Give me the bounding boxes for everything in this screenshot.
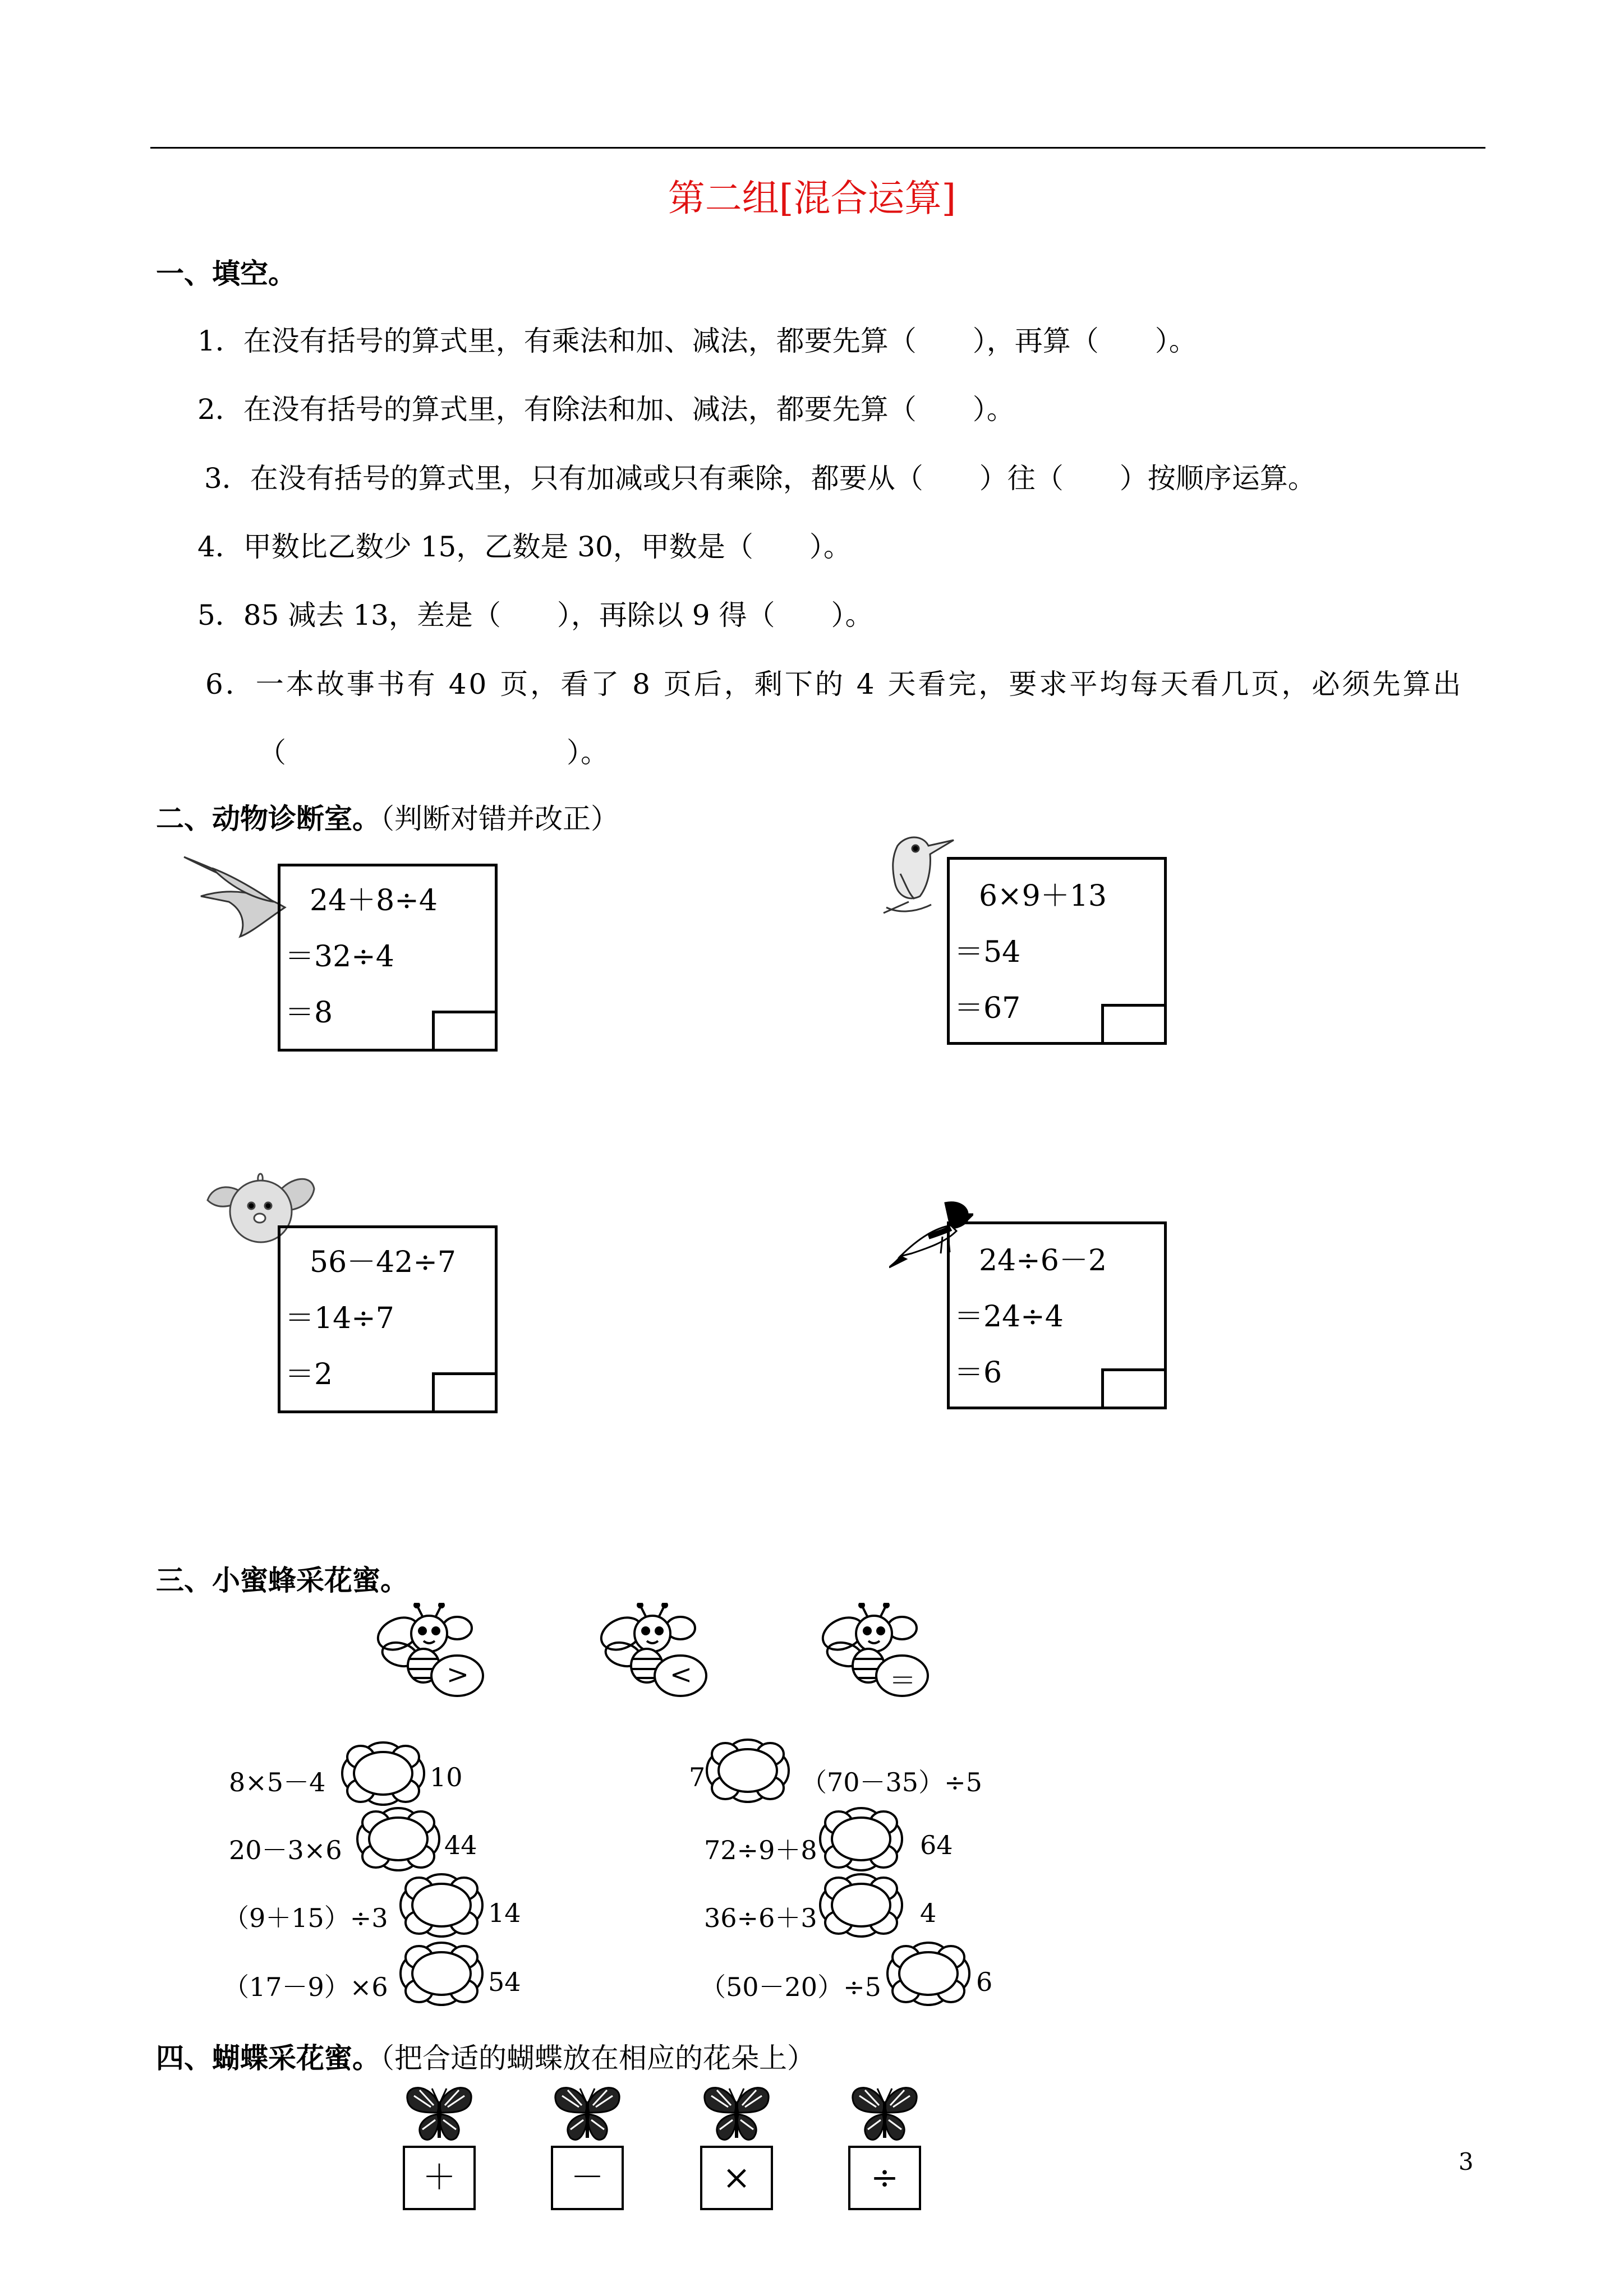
- question-4: 4．甲数比乙数少 15，乙数是 30，甲数是（ ）。: [197, 531, 852, 563]
- diagnosis-box-3: [278, 1225, 498, 1413]
- op-box-minus[interactable]: －: [551, 2146, 624, 2210]
- box2-answer-cell[interactable]: [1101, 1004, 1164, 1042]
- header-rule: [150, 147, 1485, 149]
- bee-less-symbol: <: [669, 1659, 693, 1690]
- bee-equal-symbol: ＝: [889, 1665, 916, 1696]
- box4-line2: ＝24÷4: [954, 1300, 1064, 1334]
- box2-line3: ＝67: [954, 992, 1021, 1025]
- question-6-blank: （ ）。: [258, 736, 609, 769]
- compare-right-2-b: 64: [920, 1830, 953, 1860]
- compare-right-1-a: 7: [689, 1762, 706, 1792]
- bee-greater-icon[interactable]: [373, 1603, 485, 1701]
- question-5: 5．85 减去 13，差是（ ），再除以 9 得（ ）。: [197, 599, 873, 631]
- section1-heading: 一、填空。: [156, 257, 296, 290]
- compare-right-1-b: （70－35）÷5: [801, 1767, 982, 1797]
- flower-right-4-icon[interactable]: [886, 1942, 970, 2006]
- bee-equal-icon[interactable]: [818, 1603, 930, 1701]
- compare-left-1-a: 8×5－4: [229, 1767, 326, 1797]
- diagnosis-box-2: [947, 857, 1167, 1045]
- section4-note: （把合适的蝴蝶放在相应的花朵上）: [380, 2042, 815, 2074]
- section3-heading: 三、小蜜蜂采花蜜。: [156, 1564, 408, 1597]
- compare-left-2-b: 44: [444, 1830, 477, 1860]
- compare-left-3-a: （9＋15）÷3: [223, 1903, 388, 1933]
- compare-right-4-a: （50－20）÷5: [700, 1972, 881, 2002]
- box4-line3: ＝6: [954, 1356, 1002, 1390]
- compare-left-4-b: 54: [488, 1967, 521, 1997]
- flower-left-2-icon[interactable]: [356, 1807, 440, 1871]
- diagnosis-box-4: [947, 1221, 1167, 1409]
- butterfly-plus-icon[interactable]: [403, 2082, 476, 2146]
- box2-line2: ＝54: [954, 935, 1021, 969]
- section2-title: 二、动物诊断室。: [156, 803, 380, 835]
- compare-left-2-a: 20－3×6: [229, 1835, 342, 1865]
- compare-left-1-b: 10: [430, 1762, 463, 1792]
- box1-line2: ＝32÷4: [285, 940, 394, 974]
- compare-right-4-b: 6: [976, 1967, 993, 1997]
- box4-answer-cell[interactable]: [1101, 1368, 1164, 1407]
- diagnosis-box-1: [278, 864, 498, 1052]
- question-2: 2．在没有括号的算式里，有除法和加、减法，都要先算（ ）。: [197, 393, 1015, 426]
- question-1: 1．在没有括号的算式里，有乘法和加、减法，都要先算（ ），再算（ ）。: [197, 325, 1197, 357]
- bee-greater-symbol: >: [446, 1659, 470, 1690]
- butterfly-minus-icon[interactable]: [551, 2082, 624, 2146]
- flower-right-1-icon[interactable]: [706, 1739, 790, 1803]
- flower-right-2-icon[interactable]: [819, 1807, 903, 1871]
- box3-line3: ＝2: [285, 1358, 333, 1391]
- flower-right-3-icon[interactable]: [819, 1873, 903, 1938]
- box3-answer-cell[interactable]: [432, 1372, 495, 1410]
- compare-left-4-a: （17－9）×6: [223, 1972, 388, 2002]
- box1-answer-cell[interactable]: [432, 1011, 495, 1049]
- box3-line1: 56－42÷7: [310, 1246, 456, 1279]
- section2-heading: [156, 796, 619, 837]
- flower-left-3-icon[interactable]: [399, 1873, 484, 1938]
- op-box-plus[interactable]: ＋: [403, 2146, 476, 2210]
- compare-left-3-b: 14: [488, 1898, 521, 1928]
- box4-line1: 24÷6－2: [979, 1244, 1107, 1278]
- question-6: 6．一本故事书有 40 页，看了 8 页后，剩下的 4 天看完，要求平均每天看几页，必须先算出: [205, 668, 1464, 700]
- box1-line3: ＝8: [285, 996, 333, 1030]
- flower-left-4-icon[interactable]: [399, 1942, 484, 2006]
- box3-line2: ＝14÷7: [285, 1302, 394, 1335]
- section4-title: 四、蝴蝶采花蜜。: [156, 2042, 380, 2074]
- section4-heading: [156, 2036, 815, 2076]
- bee-less-icon[interactable]: [596, 1603, 709, 1701]
- page-title: 第二组[混合运算]: [668, 177, 956, 220]
- question-3: 3．在没有括号的算式里，只有加减或只有乘除，都要从（ ）往（ ）按顺序运算。: [204, 462, 1316, 495]
- op-box-times[interactable]: ×: [700, 2146, 773, 2210]
- box1-line1: 24＋8÷4: [310, 884, 438, 918]
- butterfly-times-icon[interactable]: [700, 2082, 773, 2146]
- op-box-divide[interactable]: ÷: [848, 2146, 921, 2210]
- flower-left-1-icon[interactable]: [341, 1741, 425, 1806]
- compare-right-2-a: 72÷9＋8: [704, 1835, 817, 1865]
- page-number: 3: [1459, 2148, 1474, 2175]
- section2-note: （判断对错并改正）: [380, 803, 619, 835]
- butterfly-divide-icon[interactable]: [848, 2082, 921, 2146]
- compare-right-3-a: 36÷6＋3: [704, 1903, 817, 1933]
- compare-right-3-b: 4: [920, 1898, 937, 1928]
- box2-line1: 6×9＋13: [979, 879, 1107, 913]
